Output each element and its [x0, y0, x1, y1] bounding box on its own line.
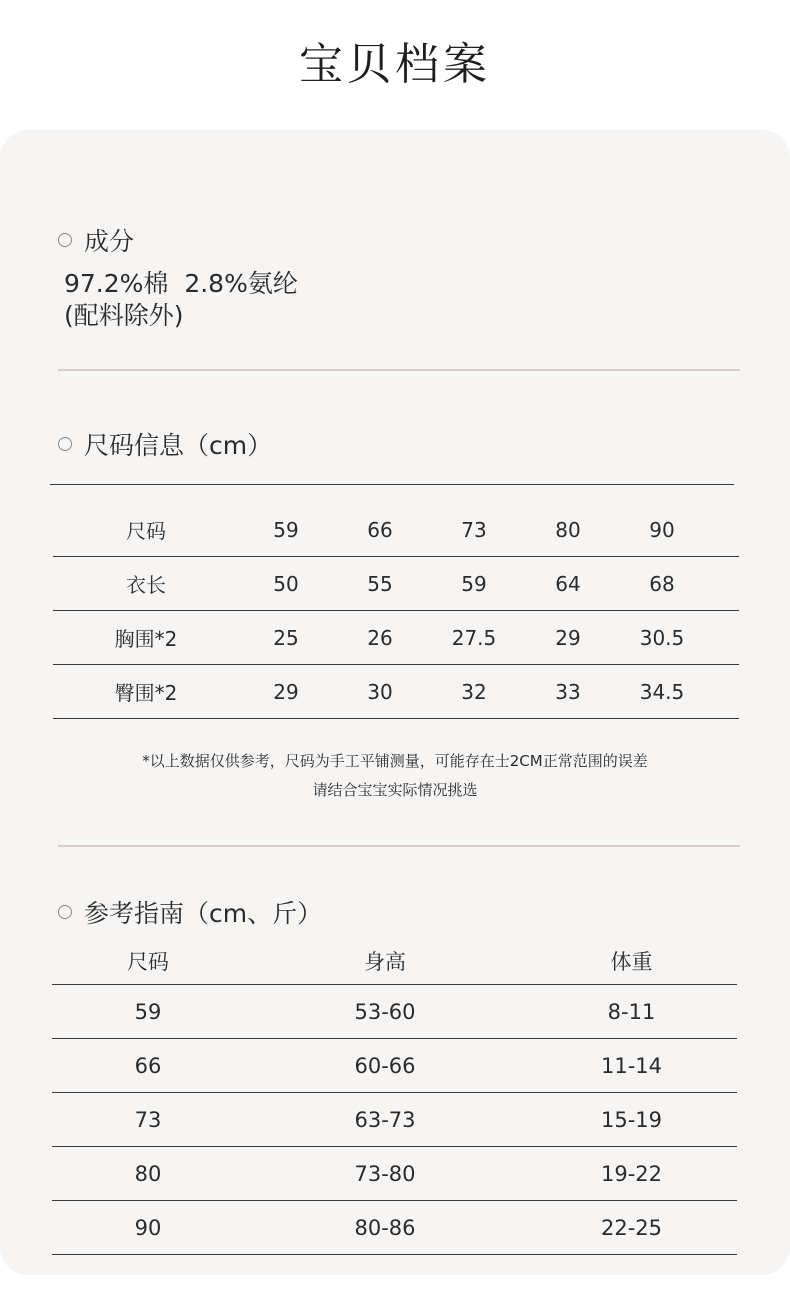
- size-cell: 29: [239, 665, 333, 719]
- size-cell: 66: [333, 503, 427, 557]
- guide-heading: [58, 894, 322, 930]
- composition-heading: [58, 222, 134, 258]
- size-cell: 33: [521, 665, 615, 719]
- size-cell: 50: [239, 557, 333, 611]
- guide-weight-cell: 8-11: [526, 985, 737, 1039]
- composition-heading-text: 成分: [84, 227, 135, 256]
- guide-table-row: [52, 1039, 737, 1093]
- page-title: 宝贝档案: [299, 39, 491, 90]
- size-cell: 30: [333, 665, 427, 719]
- guide-weight-cell: 15-19: [526, 1093, 737, 1147]
- guide-height-cell: 73-80: [244, 1147, 526, 1201]
- size-table-row: [53, 557, 739, 611]
- guide-table-row: [52, 1147, 737, 1201]
- size-row-spacer: [709, 665, 739, 719]
- size-cell: 29: [521, 611, 615, 665]
- divider: [58, 845, 740, 847]
- size-cell: 59: [239, 503, 333, 557]
- size-info-heading: [58, 426, 272, 462]
- size-cell: 25: [239, 611, 333, 665]
- guide-height-cell: 53-60: [244, 985, 526, 1039]
- divider: [58, 369, 740, 371]
- size-table-row: [53, 665, 739, 719]
- size-cell: 73: [427, 503, 521, 557]
- guide-col-weight: 体重: [526, 938, 737, 985]
- size-table: [53, 503, 739, 719]
- guide-heading-text: 参考指南（cm、斤）: [84, 899, 323, 928]
- size-cell: 59: [427, 557, 521, 611]
- size-row-spacer: [709, 557, 739, 611]
- guide-height-cell: 60-66: [244, 1039, 526, 1093]
- guide-weight-cell: 19-22: [526, 1147, 737, 1201]
- guide-size-cell: 80: [52, 1147, 244, 1201]
- guide-col-height: 身高: [244, 938, 526, 985]
- circle-bullet-icon: [58, 437, 72, 451]
- size-row-spacer: [709, 611, 739, 665]
- guide-header-row: [52, 938, 737, 985]
- size-cell: 30.5: [615, 611, 709, 665]
- size-row-spacer: [709, 503, 739, 557]
- size-cell: 68: [615, 557, 709, 611]
- composition-line1: 97.2%棉 2.8%氨纶: [64, 269, 298, 298]
- composition-text: [64, 268, 298, 332]
- size-cell: 55: [333, 557, 427, 611]
- size-row-label: 胸围*2: [53, 611, 239, 665]
- guide-weight-cell: 22-25: [526, 1201, 737, 1255]
- size-row-label: 臀围*2: [53, 665, 239, 719]
- size-cell: 32: [427, 665, 521, 719]
- size-note-line1: *以上数据仅供参考，尺码为手工平铺测量，可能存在士2CM正常范围的误差: [142, 752, 648, 770]
- guide-table: [52, 938, 737, 1255]
- size-table-row: [53, 611, 739, 665]
- size-cell: 90: [615, 503, 709, 557]
- table-top-rule: [50, 484, 734, 485]
- guide-size-cell: 59: [52, 985, 244, 1039]
- size-info-heading-text: 尺码信息（cm）: [84, 431, 273, 460]
- size-cell: 26: [333, 611, 427, 665]
- size-cell: 27.5: [427, 611, 521, 665]
- guide-col-size: 尺码: [52, 938, 244, 985]
- size-cell: 34.5: [615, 665, 709, 719]
- guide-size-cell: 90: [52, 1201, 244, 1255]
- size-note-line2: 请结合宝宝实际情况挑选: [312, 781, 478, 799]
- size-cell: 80: [521, 503, 615, 557]
- size-table-row: [53, 503, 739, 557]
- circle-bullet-icon: [58, 905, 72, 919]
- guide-size-cell: 66: [52, 1039, 244, 1093]
- size-cell: 64: [521, 557, 615, 611]
- guide-table-row: [52, 1201, 737, 1255]
- circle-bullet-icon: [58, 233, 72, 247]
- guide-height-cell: 63-73: [244, 1093, 526, 1147]
- size-row-label: 尺码: [53, 503, 239, 557]
- guide-table-row: [52, 1093, 737, 1147]
- guide-size-cell: 73: [52, 1093, 244, 1147]
- size-row-label: 衣长: [53, 557, 239, 611]
- composition-line2: (配料除外): [64, 301, 184, 330]
- guide-table-row: [52, 985, 737, 1039]
- guide-height-cell: 80-86: [244, 1201, 526, 1255]
- guide-weight-cell: 11-14: [526, 1039, 737, 1093]
